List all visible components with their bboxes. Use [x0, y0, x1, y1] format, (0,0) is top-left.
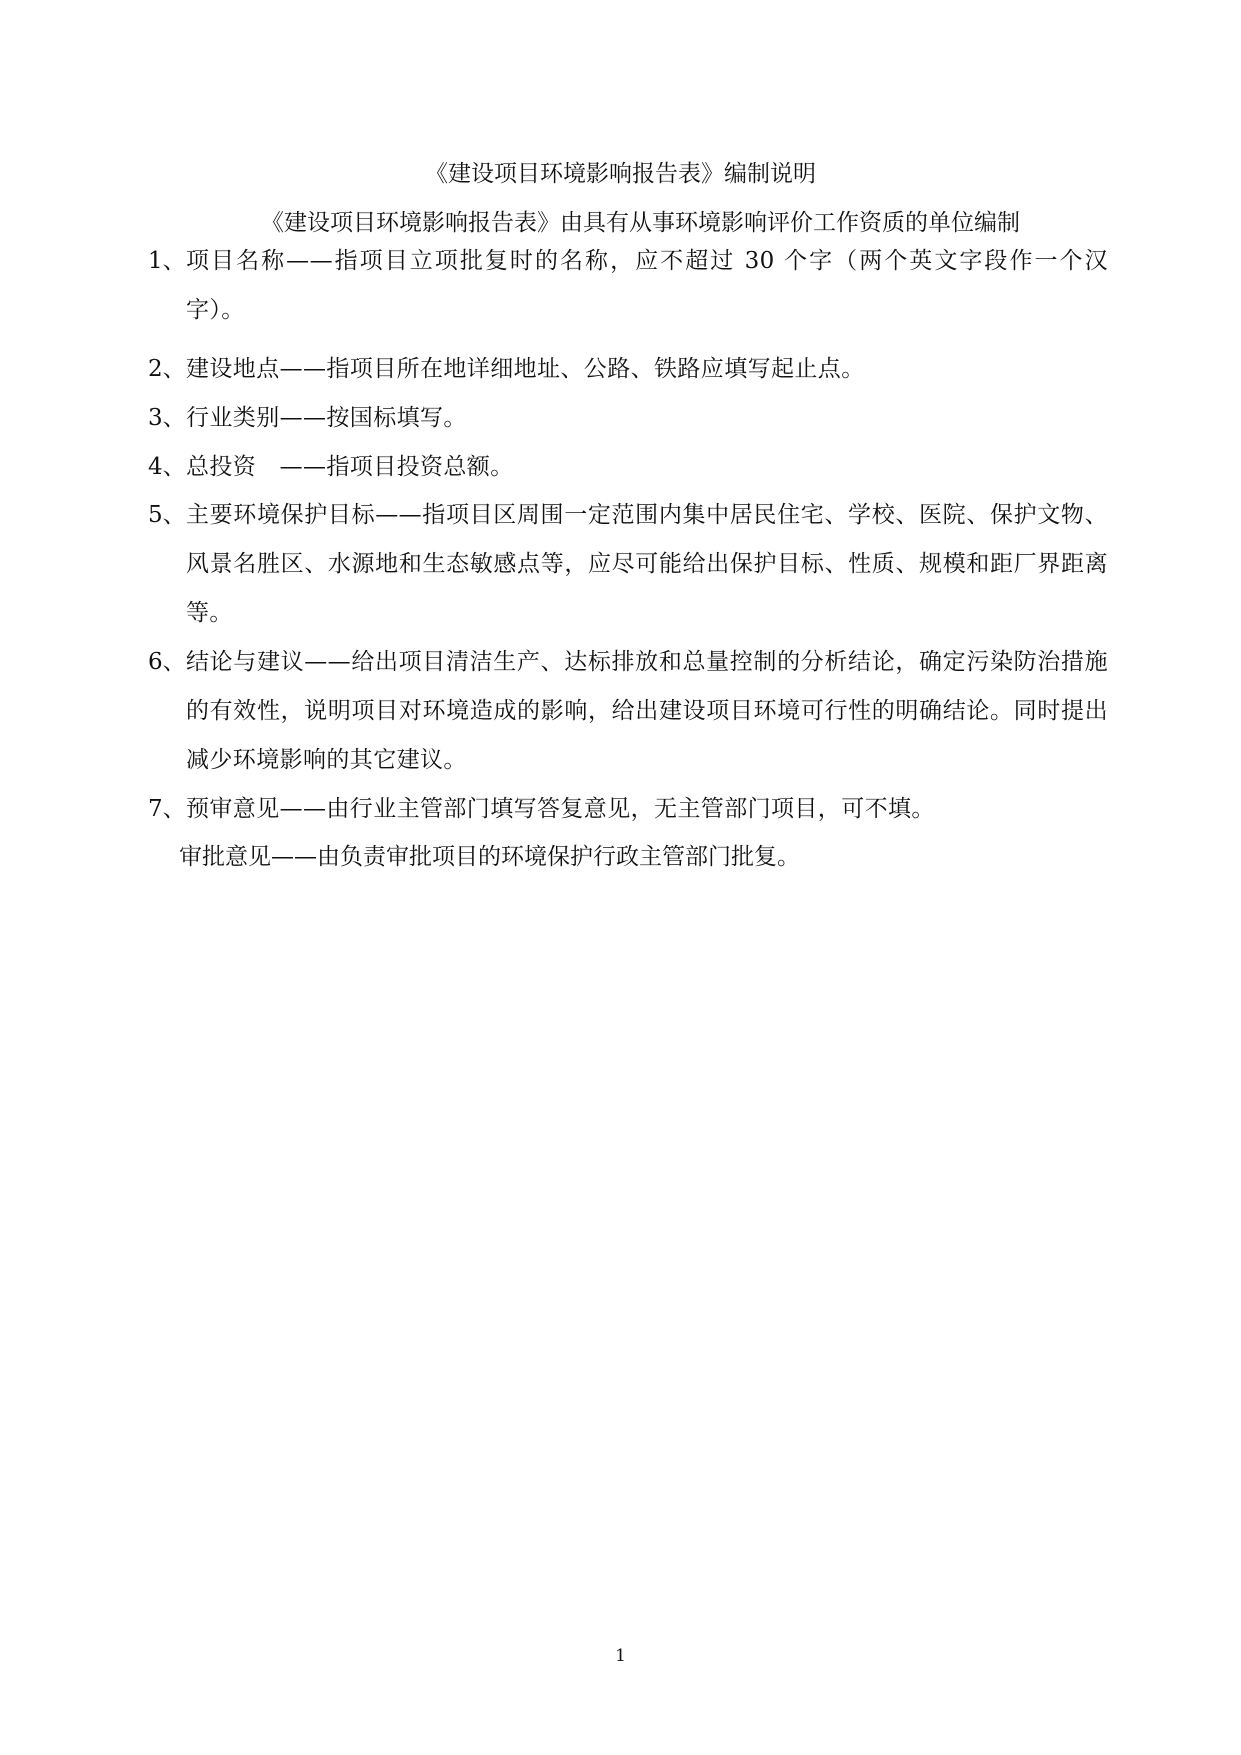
list-item-6	[148, 638, 1108, 785]
list-item-1	[148, 237, 1108, 335]
item-number: 4、	[148, 454, 186, 480]
list-item-7	[148, 785, 1108, 834]
document-title: 《建设项目环境影响报告表》编制说明	[425, 161, 816, 187]
item-text: 总投资 ——指项目投资总额。	[186, 454, 514, 480]
item-text: 结论与建议——给出项目清洁生产、达标排放和总量控制的分析结论，确定污染防治措施的有效性，说明项目对环境造成的影响，给出建设项目环境可行性的明确结论。同时提出减少环境影响的其它建议。	[186, 649, 1108, 773]
item-number: 2、	[148, 356, 186, 382]
item-text: 建设地点——指项目所在地详细地址、公路、铁路应填写起止点。	[186, 356, 865, 382]
item-number: 3、	[148, 405, 186, 431]
list-item-4	[148, 443, 1108, 492]
list-item-5	[148, 491, 1108, 638]
approval-note: 审批意见——由负责审批项目的环境保护行政主管部门批复。	[179, 844, 800, 870]
item-text: 项目名称——指项目立项批复时的名称，应不超过 30 个字（两个英文字段作一个汉字）。	[186, 248, 1108, 323]
list-item-3	[148, 394, 1108, 443]
list-item-2	[148, 345, 1108, 394]
page-number: 1	[615, 1646, 626, 1666]
item-number: 7、	[148, 796, 186, 822]
item-text: 预审意见——由行业主管部门填写答复意见，无主管部门项目，可不填。	[186, 796, 935, 822]
document-intro: 《建设项目环境影响报告表》由具有从事环境影响评价工作资质的单位编制	[261, 210, 1020, 236]
item-number: 5、	[148, 502, 186, 528]
item-text: 主要环境保护目标——指项目区周围一定范围内集中居民住宅、学校、医院、保护文物、风景名胜区、水源地和生态敏感点等，应尽可能给出保护目标、性质、规模和距厂界距离等。	[186, 502, 1108, 626]
item-text: 行业类别——按国标填写。	[186, 405, 467, 431]
item-number: 6、	[148, 649, 186, 675]
item-number: 1、	[148, 248, 186, 274]
